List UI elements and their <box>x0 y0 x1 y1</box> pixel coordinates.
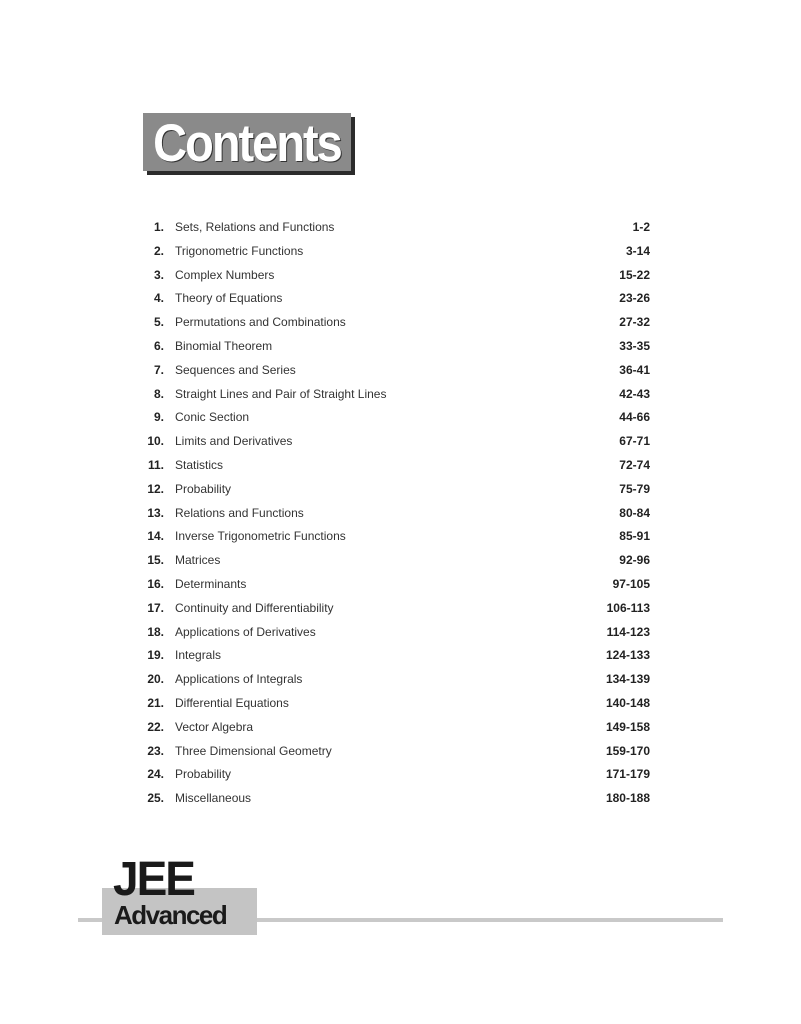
toc-entry-title: Applications of Integrals <box>175 672 303 687</box>
toc-entry-pages: 149-158 <box>605 719 650 734</box>
toc-entry-title: Binomial Theorem <box>175 338 273 353</box>
toc-entry-pages: 3-14 <box>625 243 650 258</box>
toc-entry-number: 11. <box>147 457 164 472</box>
toc-entry-pages: 44-66 <box>619 410 650 425</box>
toc-entry-number: 15. <box>147 553 164 568</box>
toc-entry-pages: 124-133 <box>605 648 650 663</box>
toc-entry-pages: 23-26 <box>619 291 650 306</box>
toc-entry-number: 13. <box>147 505 164 520</box>
toc-entry <box>140 383 650 407</box>
toc-entry-title: Theory of Equations <box>175 291 283 306</box>
toc-entry-title: Complex Numbers <box>175 267 275 282</box>
toc-entry <box>140 787 650 811</box>
toc-entry-number: 24. <box>147 767 164 782</box>
toc-entry-pages: 134-139 <box>605 672 650 687</box>
toc-entry-pages: 27-32 <box>619 315 650 330</box>
toc-entry-title: Three Dimensional Geometry <box>175 743 332 758</box>
toc-entry <box>140 525 650 549</box>
toc-entry-title: Conic Section <box>175 410 250 425</box>
toc-entry <box>140 478 650 502</box>
toc-entry-number: 22. <box>147 719 164 734</box>
toc-entry <box>140 240 650 264</box>
toc-entry <box>140 287 650 311</box>
toc-entry-pages: 15-22 <box>619 267 650 282</box>
toc-entry-title: Probability <box>175 481 232 496</box>
toc-entry-title: Vector Algebra <box>175 719 254 734</box>
toc-entry <box>140 644 650 668</box>
toc-entry-number: 14. <box>147 529 164 544</box>
toc-entry <box>140 716 650 740</box>
toc-entry-number: 21. <box>147 695 164 710</box>
toc-entry <box>140 573 650 597</box>
toc-entry <box>140 692 650 716</box>
toc-entry-number: 4. <box>153 291 164 306</box>
toc-entry <box>140 311 650 335</box>
toc-entry <box>140 359 650 383</box>
toc-entry-pages: 140-148 <box>605 695 650 710</box>
toc-entry-number: 17. <box>147 600 164 615</box>
toc-entry-title: Integrals <box>175 648 222 663</box>
toc-entry-pages: 171-179 <box>605 767 650 782</box>
toc-entry-title: Miscellaneous <box>175 791 252 806</box>
toc-entry-title: Permutations and Combinations <box>175 315 346 330</box>
toc-entry <box>140 335 650 359</box>
toc-entry-pages: 33-35 <box>619 338 650 353</box>
toc-entry <box>140 763 650 787</box>
toc-entry-number: 1. <box>153 220 164 234</box>
toc-entry-number: 5. <box>153 315 164 330</box>
toc-entry-number: 7. <box>153 362 164 377</box>
toc-entry-number: 23. <box>147 743 164 758</box>
toc-entry <box>140 502 650 526</box>
toc-entry-title: Sets, Relations and Functions <box>175 220 335 234</box>
toc-entry-pages: 159-170 <box>605 743 650 758</box>
toc-entry-title: Straight Lines and Pair of Straight Lines <box>175 386 387 401</box>
toc-entry-pages: 114-123 <box>606 624 650 639</box>
toc-entry-pages: 97-105 <box>612 576 650 591</box>
toc-entry-title: Statistics <box>175 457 224 472</box>
toc-entry <box>140 406 650 430</box>
toc-entry-number: 10. <box>147 434 164 449</box>
toc-entry <box>140 430 650 454</box>
toc-entry <box>140 549 650 573</box>
page-title: Contents <box>153 112 341 172</box>
toc-entry-number: 2. <box>153 243 164 258</box>
toc-entry-pages: 85-91 <box>619 529 650 544</box>
toc-entry-pages: 72-74 <box>619 457 650 472</box>
contents-heading <box>143 113 357 175</box>
toc-entry-number: 16. <box>147 576 164 591</box>
toc-entry-number: 20. <box>147 672 164 687</box>
toc-entry <box>140 264 650 288</box>
toc-entry-number: 12. <box>147 481 164 496</box>
toc-entry-pages: 80-84 <box>619 505 650 520</box>
toc-entry <box>140 597 650 621</box>
toc-entry-number: 9. <box>153 410 164 425</box>
toc-entry-title: Limits and Derivatives <box>175 434 293 449</box>
toc-entry-number: 3. <box>153 267 164 282</box>
toc-entry-title: Relations and Functions <box>175 505 304 520</box>
toc-entry-number: 19. <box>147 648 164 663</box>
toc-entry-pages: 180-188 <box>605 791 650 806</box>
toc-entry-title: Trigonometric Functions <box>175 243 304 258</box>
toc-entry <box>140 621 650 645</box>
toc-entry <box>140 216 650 240</box>
toc-entry-number: 25. <box>147 791 164 806</box>
heading-box <box>143 113 351 171</box>
toc-entry-title: Applications of Derivatives <box>175 624 316 639</box>
toc-entry-number: 6. <box>153 338 164 353</box>
toc-entry-pages: 1-2 <box>632 220 650 234</box>
toc-entry-title: Differential Equations <box>175 695 289 710</box>
toc-entry-number: 8. <box>153 386 164 401</box>
toc-entry-title: Continuity and Differentiability <box>175 600 334 615</box>
toc-entry-title: Inverse Trigonometric Functions <box>175 529 346 544</box>
toc-entry-pages: 75-79 <box>619 481 650 496</box>
logo-jee-text: JEE <box>113 850 194 906</box>
toc-entry-title: Probability <box>175 767 232 782</box>
toc-entry <box>140 454 650 478</box>
logo-advanced-text: Advanced <box>114 900 227 930</box>
toc-entry-title: Sequences and Series <box>175 362 296 377</box>
toc-entry-pages: 42-43 <box>619 386 650 401</box>
toc-entry-pages: 92-96 <box>619 553 650 568</box>
toc-entry-title: Matrices <box>175 553 221 568</box>
toc-entry-number: 18. <box>147 624 164 639</box>
table-of-contents <box>140 216 650 811</box>
toc-entry <box>140 740 650 764</box>
toc-entry-pages: 67-71 <box>619 434 650 449</box>
toc-entry-pages: 36-41 <box>619 362 650 377</box>
toc-entry <box>140 668 650 692</box>
toc-entry-title: Determinants <box>175 576 247 591</box>
toc-entry-pages: 106-113 <box>606 600 650 615</box>
